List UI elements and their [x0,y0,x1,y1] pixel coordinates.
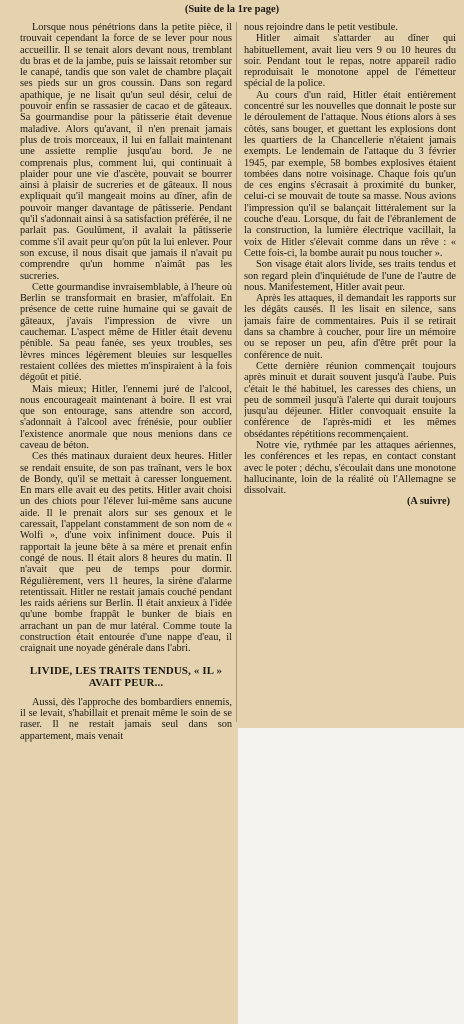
blank-backing-area [238,728,464,1024]
continuation-header: (Suite de la 1re page) [184,4,280,15]
section-subheading: LIVIDE, LES TRAITS TENDUS, « IL » AVAIT PEUR... [29,664,223,690]
paragraph: Son visage était alors livide, ses traits tendus et son regard plein d'inquiétude de l'une de l'autre de nous. Manifestement, Hitler avait peur. [244,259,456,293]
paragraph: Hitler aimait s'attarder au dîner qui habituellement, avait lieu vers 9 ou 10 heures du soir. Pendant tout le repas, notre appareil radio reproduisait le monotone appel de l'émetteur spécial de la police. [244,33,456,90]
paragraph: Cette gourmandise invraisemblable, à l'heure où Berlin se transformait en brasier, m'affolait. En présence de cette ruine humaine qui se gavait de gâteaux, j'avais l'impression de vivre un cauchemar. L'aspect même de Hitler était devenu pénible. Sa peau fanée, ses yeux troubles, ses lèvres minces légèrement bleuies sur lesquelles restaient collées des miettes m'inspiraient à la fois dégoût et pitié. [20,281,232,384]
paragraph: Mais mieux; Hitler, l'ennemi juré de l'alcool, nous encourageait maintenant à boire. Il est vrai que son entourage, sans attendre son accord, s'adonnait à l'alcool avec frénésie, pour oublier l'existence anormale que nous menions dans ce caveau de béton. [20,383,232,451]
paragraph: Notre vie, rythmée par les attaques aériennes, les conférences et les repas, en contact constant avec le poter ; déchu, s'écoulait dans une monotone hallucinante, loin de la réalité où l'Allemagne se dissolvait. [244,439,456,497]
to-be-continued: (A suivre) [407,496,450,508]
article-column-right [244,22,456,724]
paragraph: Cette dernière réunion commençait toujours après minuit et durait souvent jusqu'à l'aube. Puis c'était le thé habituel, les caresses des chiens, un peu de sommeil jusqu'à l'alerte qui durait toujours jusqu'au déjeuner. Hitler convoquait ensuite la conférence de l'après-midi et les mêmes obsédantes répétitions recommençaient. [244,360,456,440]
column-divider [236,22,237,722]
article-column-left [20,22,232,1024]
paragraph: Lorsque nous pénétrions dans la petite pièce, il trouvait cependant la force de se lever pour nous accueillir. Il se tenait alors devant nous, tremblant du bras et de la jambe, puis se laissait retomber sur le canapé, tandis que son valet de chambre plaçait ses pieds sur un gros coussin. Dans son regard apathique, je ne lisait qu'un seul désir, celui de pouvoir enfin se rassasier de cacao et de gâteaux. Sa gourmandise pour la pâtisserie était devenue maladive. Alors qu'avant, il n'en prenait jamais plus de trois morceaux, il lui en fallait maintenant une assiette remplie jusqu'au bord. Je ne comprenais plus, comment lui, qui continuait à plaider pour une vie d'ascète, pouvait se bourrer ainsi à plaisir de sucreries et de gâteaux. Il nous expliquait qu'il mangeait moins au dîner, afin de pouvoir manger davantage de pâtisserie. Pendant qu'il s'adonnait ainsi à sa satisfaction préférée, il ne parlait pas. Goulûment, il avalait la pâtisserie comme s'il avait peur qu'on pût la lui enlever. Pour son excuse, il nous disait que jamais il n'avait pu comprendre qu'un homme n'aimât pas les sucreries. [20,22,232,282]
paragraph: Aussi, dès l'approche des bombardiers ennemis, il se levait, s'habillait et prenait même le soin de se raser. Il ne restait jamais seul dans son appartement, mais venait [20,696,232,742]
paragraph: Ces thés matinaux duraient deux heures. Hitler se rendait ensuite, de son pas traînant, vers le box de Bondy, qu'il se mettait à caresser longuement. En mars elle avait eu des petits. Hitler avait choisi un des chiots pour l'élever lui-même sans aucune aide. Il le prenait alors sur ses genoux et le caressait, l'appelant constamment de son nom de « Wolfi », d'une voix infiniment douce. Puis il rapportait la jeune bête à sa mère et prenait enfin congé de nous. Il était alors 8 heures du matin. Il n'avait que peu de temps pour dormir. Régulièrement, vers 11 heures, la sirène d'alarme retentissait. Hitler ne restait jamais couché pendant les raids aériens sur Berlin. Il était anxieux à l'idée qu'une bombe frappât le bunker de biais en arrachant un pan de mur latéral. Comme toute la construction était entourée d'une nappe d'eau, il craignait une noyade générale dans l'abri. [20,451,232,655]
paragraph: Au cours d'un raid, Hitler était entièrement concentré sur les nouvelles que donnait le poste sur le déroulement de l'attaque. Nous étions alors à ses côtés, sans bouger, et guettant les explosions dont les quartiers de la Chancellerie n'étaient jamais exempts. Le lendemain de l'attaque du 3 février 1945, par exemple, 58 bombes explosives étaient tombées dans notre voisinage. Chaque fois qu'un de ces engins s'écrasait à proximité du bunker, celui-ci se mouvait de toute sa masse. Nous avions l'impression qu'il se balançait littéralement sur la couche d'eau. Lorsque, du fait de l'ébranlement de la construction, la lumière électrique vacillait, la voix de Hitler s'élevait comme dans un rêve : « Cette fois-ci, la bombe aurait pu nous toucher ». [244,89,456,259]
paragraph: Après les attaques, il demandait les rapports sur les dégâts causés. Il les lisait en silence, sans jamais faire de commentaires. Puis il se retirait dans sa chambre à coucher, pour lire un mémoire ou se reposer un peu, afin d'être prêt pour la conférence de nuit. [244,293,456,361]
paragraph: nous rejoindre dans le petit vestibule. [244,22,398,33]
